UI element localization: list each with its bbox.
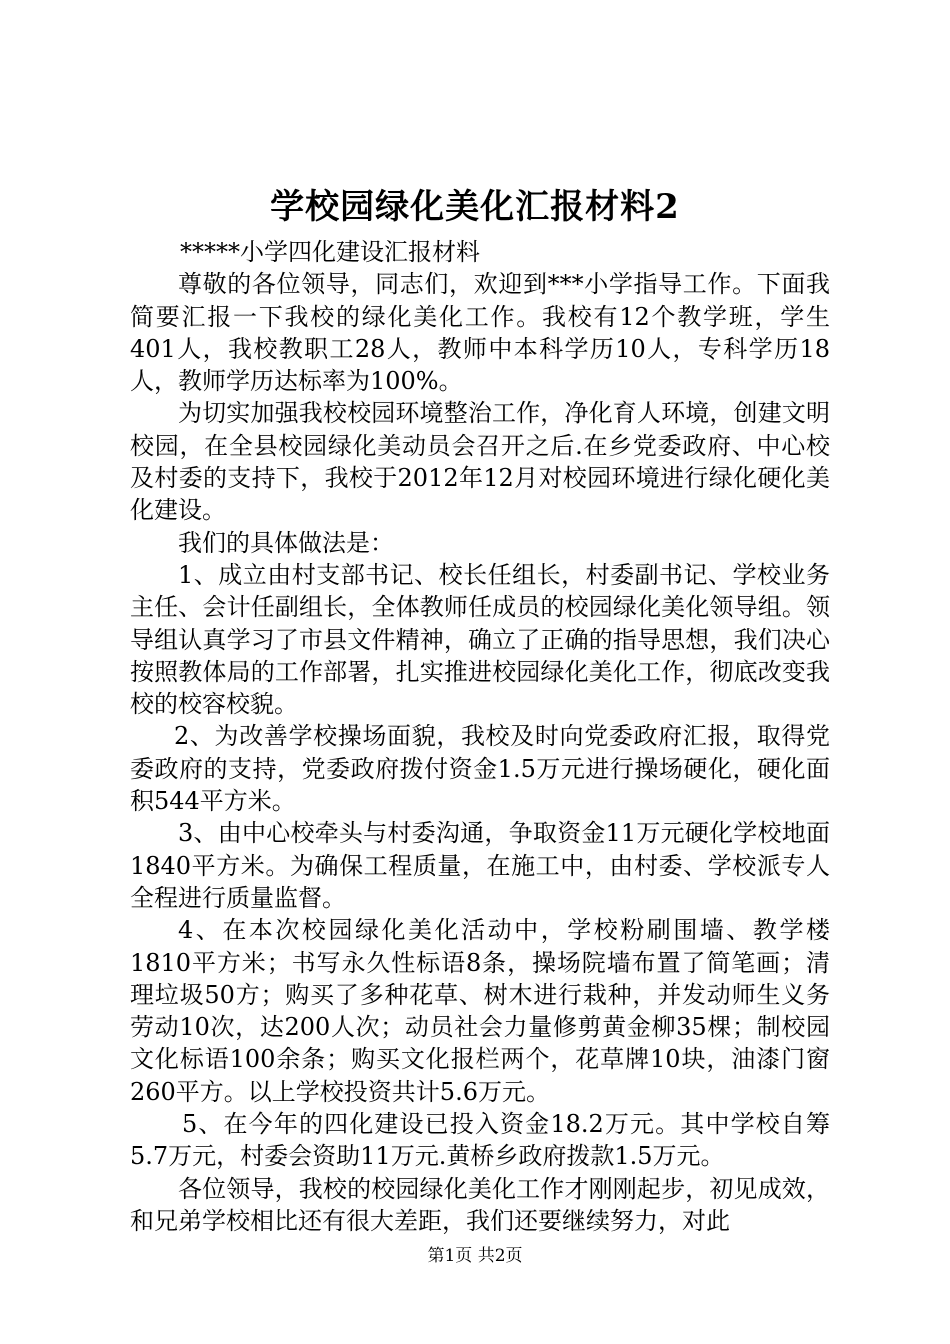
method-item-4: 4、在本次校园绿化美化活动中，学校粉刷围墙、教学楼1810平方米；书写永久性标语8条，操场院墙布置了简笔画；清理垃圾50方；购买了多种花草、树木进行栽种，并发动师生义务劳动10次，达200人次；动员社会力量修剪黄金柳35棵；制校园文化标语100余条；购买文化报栏两个，花草牌10块，油漆门窗260平方。以上学校投资共计5.6万元。 [130, 916, 830, 1106]
document-title: 学校园绿化美化汇报材料2 [270, 187, 680, 227]
method-item-1: 1、成立由村支部书记、校长任组长，村委副书记、学校业务主任、会计任副组长，全体教师任成员的校园绿化美化领导组。领导组认真学习了市县文件精神，确立了正确的指导思想，我们决心按照教体局的工作部署，扎实推进校园绿化美化工作，彻底改变我校的校容校貌。 [130, 560, 830, 719]
subtitle-paragraph: *****小学四化建设汇报材料 [180, 238, 480, 266]
greeting-paragraph: 尊敬的各位领导，同志们，欢迎到***小学指导工作。下面我简要汇报一下我校的绿化美化工作。我校有12个教学班，学生401人，我校教职工28人，教师中本科学历10人，专科学历18人，教师学历达标率为100%。 [130, 270, 830, 396]
closing-paragraph: 各位领导，我校的校园绿化美化工作才刚刚起步，初见成效，和兄弟学校相比还有很大差距，我们还要继续努力，对此 [130, 1174, 830, 1235]
method-item-5: 5、在今年的四化建设已投入资金18.2万元。其中学校自筹5.7万元，村委会资助11万元.黄桥乡政府拨款1.5万元。 [130, 1110, 830, 1171]
purpose-paragraph: 为切实加强我校校园环境整治工作，净化育人环境，创建文明校园，在全县校园绿化美动员会召开之后.在乡党委政府、中心校及村委的支持下，我校于2012年12月对校园环境进行绿化硬化美化建设。 [130, 399, 830, 525]
document-body [130, 236, 830, 1237]
method-item-3: 3、由中心校牵头与村委沟通，争取资金11万元硬化学校地面1840平方米。为确保工程质量，在施工中，由村委、学校派专人全程进行质量监督。 [130, 819, 830, 912]
page-number-footer: 第1页 共2页 [427, 1246, 523, 1266]
method-item-2: 2、为改善学校操场面貌，我校及时向党委政府汇报，取得党委政府的支持，党委政府拨付资金1.5万元进行操场硬化，硬化面积544平方米。 [130, 722, 830, 816]
methods-heading-paragraph: 我们的具体做法是： [178, 528, 394, 557]
